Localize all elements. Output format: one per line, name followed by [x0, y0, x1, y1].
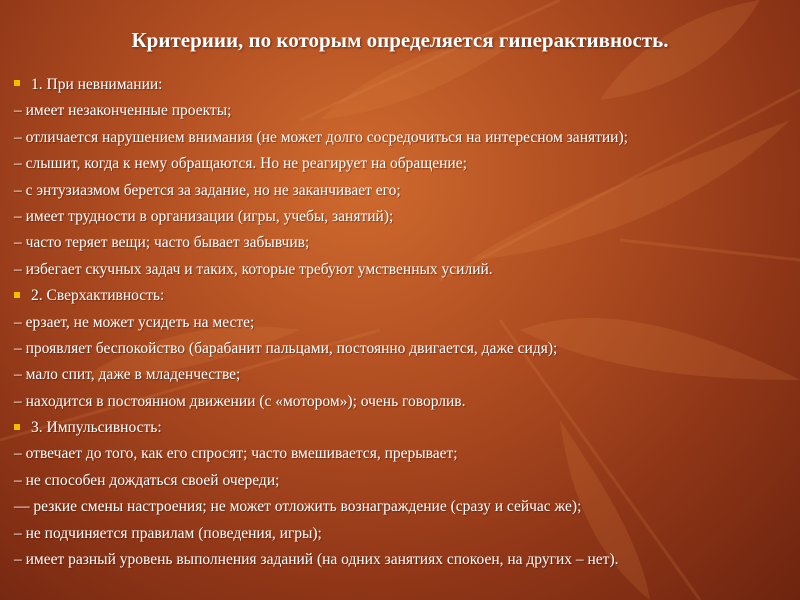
list-item-text: – отвечает до того, как его спросят; часто вмешивается, прерывает; [14, 445, 458, 463]
list-item [14, 547, 800, 573]
list-item [14, 178, 800, 204]
list-item [14, 230, 800, 256]
list-item-text: – мало спит, даже в младенчестве; [14, 366, 241, 384]
section-heading [14, 283, 800, 309]
list-item-text: – имеет разный уровень выполнения заданий (на одних занятиях спокоен, на других – нет). [14, 551, 619, 569]
list-item [14, 389, 800, 415]
list-item-text: – имеет незаконченные проекты; [14, 102, 232, 120]
list-item-text: – имеет трудности в организации (игры, учебы, занятий); [14, 207, 394, 225]
list-item-text: –– резкие смены настроения; не может отложить вознаграждение (сразу и сейчас же); [14, 498, 582, 516]
list-item-text: – не подчиняется правилам (поведения, игры); [14, 524, 322, 542]
list-item-text: – часто теряет вещи; часто бывает забывчив; [14, 234, 310, 252]
list-item [14, 362, 800, 388]
list-item [14, 336, 800, 362]
list-item-text: – не способен дождаться своей очереди; [14, 471, 280, 489]
bullet-icon [14, 80, 20, 86]
list-item [14, 204, 800, 230]
list-item-text: – с энтузиазмом берется за задание, но не заканчивает его; [14, 181, 401, 199]
list-item [14, 98, 800, 124]
list-item-text: – отличается нарушением внимания (не может долго сосредочиться на интересном занятии); [14, 128, 628, 146]
list-item-text: – избегает скучных задач и таких, которые требуют умственных усилий. [14, 260, 493, 278]
list-item [14, 151, 800, 177]
section-heading-text: 2. Сверхактивность: [31, 287, 165, 305]
list-item [14, 310, 800, 336]
list-item-text: – проявляет беспокойство (барабанит пальцами, постоянно двигается, даже сидя); [14, 339, 558, 357]
list-item [14, 494, 800, 520]
list-item [14, 441, 800, 467]
bullet-icon [14, 292, 20, 298]
section-heading-text: 1. При невнимании: [31, 76, 163, 93]
bullet-icon [14, 424, 20, 430]
criteria-list [14, 72, 800, 573]
list-item [14, 125, 800, 151]
list-item [14, 521, 800, 547]
section-heading-text: 3. Импульсивность: [31, 419, 162, 437]
slide-title: Критериии, по которым определяется гиперактивность. [131, 28, 669, 52]
list-item [14, 468, 800, 494]
list-item [14, 257, 800, 283]
list-item-text: – слышит, когда к нему обращаются. Но не реагирует на обращение; [14, 155, 467, 173]
list-item-text: – ерзает, не может усидеть на месте; [14, 313, 255, 331]
list-item-text: – находится в постоянном движении (с «мотором»); очень говорлив. [14, 392, 466, 410]
section-heading [14, 415, 800, 441]
section-heading [14, 72, 800, 98]
